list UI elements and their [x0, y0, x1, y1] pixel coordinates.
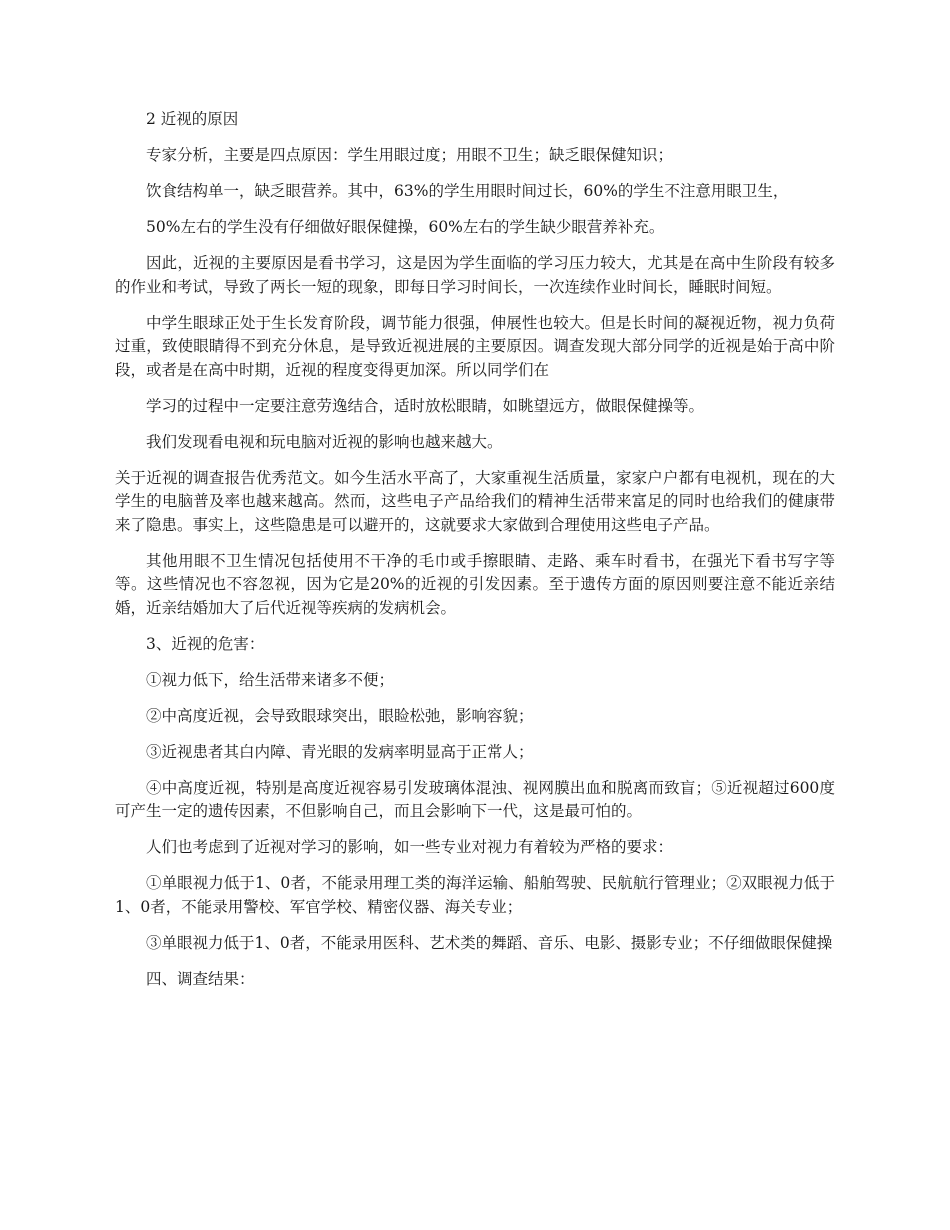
paragraph-study-pressure: 因此，近视的主要原因是看书学习，这是因为学生面临的学习压力较大，尤其是在高中生阶段有较多的作业和考试，导致了两长一短的现象，即每日学习时间长，一次连续作业时间长，睡眠时间短。 [115, 254, 835, 296]
heading-survey-results: 四、调查结果： [146, 969, 255, 988]
paragraph-rest-advice: 学习的过程中一定要注意劳逸结合，适时放松眼睛，如眺望远方，做眼保健操等。 [146, 396, 705, 415]
paragraph-diet-structure: 饮食结构单一，缺乏眼营养。其中，63%的学生用眼时间过长，60%的学生不注意用眼卫生， [146, 182, 789, 200]
list-item-harm-2: ②中高度近视，会导致眼球突出，眼睑松弛，影响容貌； [146, 706, 534, 725]
list-item-harm-4-5: ④中高度近视，特别是高度近视容易引发玻璃体混浊、视网膜出血和脱离而致盲；⑤近视超过600度可产生一定的遗传因素，不但影响自己，而且会影响下一代，这是最可怕的。 [115, 778, 835, 820]
paragraph-study-impact: 人们也考虑到了近视对学习的影响，如一些专业对视力有着较为严格的要求： [146, 838, 674, 856]
heading-myopia-harms: 3、近视的危害： [146, 634, 265, 653]
paragraph-expert-analysis: 专家分析，主要是四点原因：学生用眼过度；用眼不卫生；缺乏眼保健知识； [146, 146, 674, 164]
paragraph-tv-computer: 我们发现看电视和玩电脑对近视的影响也越来越大。 [146, 432, 503, 451]
list-item-requirement-3: ③单眼视力低于1、0者，不能录用医科、艺术类的舞蹈、音乐、电影、摄影专业；不仔细做眼保健操 [146, 933, 833, 952]
paragraph-eyeball-development: 中学生眼球正处于生长发育阶段，调节能力很强，伸展性也较大。但是长时间的凝视近物，视力负荷过重，致使眼睛得不到充分休息，是导致近视进展的主要原因。调查发现大部分同学的近视是始于高中阶段，或者是在高中时期，近视的程度变得更加深。所以同学们在 [115, 313, 835, 379]
list-item-requirement-1-2: ①单眼视力低于1、0者，不能录用理工类的海洋运输、船舶驾驶、民航航行管理业；②双眼视力低于1、0者，不能录用警校、军官学校、精密仪器、海关专业； [115, 874, 835, 916]
heading-myopia-causes: 2 近视的原因 [146, 110, 239, 128]
paragraph-eye-exercises: 50%左右的学生没有仔细做好眼保健操，60%左右的学生缺少眼营养补充。 [146, 218, 665, 236]
paragraph-hygiene-heredity: 其他用眼不卫生情况包括使用不干净的毛巾或手擦眼睛、走路、乘车时看书，在强光下看书写字等等。这些情况也不容忽视，因为它是20%的近视的引发因素。至于遗传方面的原因则要注意不能近亲结婚，近亲结婚加大了后代近视等疾病的发病机会。 [115, 551, 835, 617]
paragraph-electronic-products: 关于近视的调查报告优秀范文。如今生活水平高了，大家重视生活质量，家家户户都有电视机，现在的大学生的电脑普及率也越来越高。然而，这些电子产品给我们的精神生活带来富足的同时也给我们的健康带来了隐患。事实上，这些隐患是可以避开的，这就要求大家做到合理使用这些电子产品。 [115, 468, 835, 534]
list-item-harm-1: ①视力低下，给生活带来诸多不便； [146, 670, 395, 689]
list-item-harm-3: ③近视患者其白内障、青光眼的发病率明显高于正常人； [146, 742, 534, 761]
